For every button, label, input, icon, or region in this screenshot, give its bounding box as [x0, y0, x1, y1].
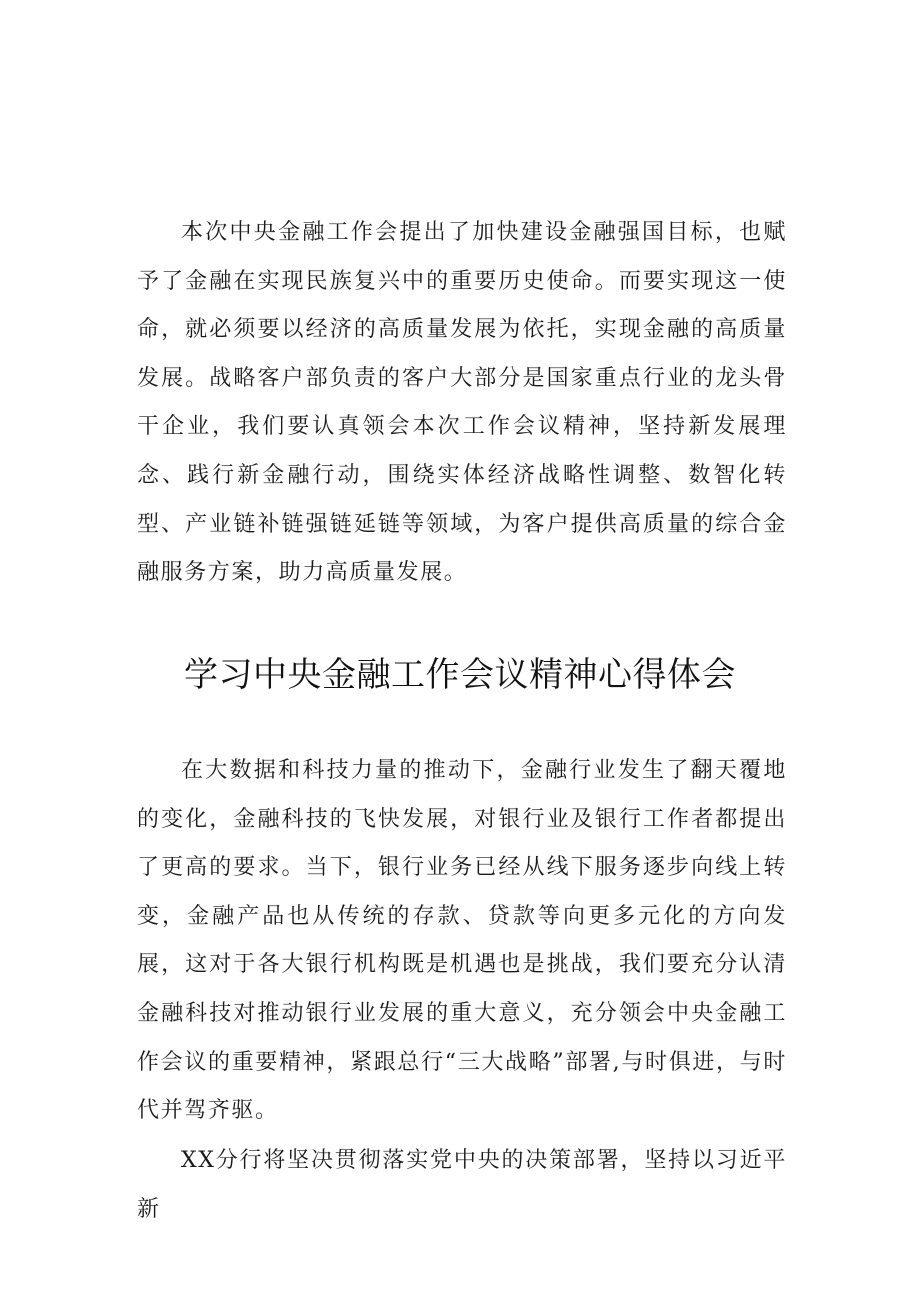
body-paragraph-1: 本次中央金融工作会提出了加快建设金融强国目标，也赋予了金融在实现民族复兴中的重要历史使命。而要实现这一使命，就必须要以经济的高质量发展为依托，实现金融的高质量发展。战略客户部负责的客户大部分是国家重点行业的龙头骨干企业，我们要认真领会本次工作会议精神，坚持新发展理念、践行新金融行动，围绕实体经济战略性调整、数智化转型、产业链补链强链延链等领域，为客户提供高质量的综合金融服务方案，助力高质量发展。: [137, 220, 787, 586]
section-heading: 学习中央金融工作会议精神心得体会: [184, 655, 736, 695]
body-paragraph-2: 在大数据和科技力量的推动下，金融行业发生了翻天覆地的变化，金融科技的飞快发展，对银行业及银行工作者都提出了更高的要求。当下，银行业务已经从线下服务逐步向线上转变，金融产品也从传统的存款、贷款等向更多元化的方向发展，这对于各大银行机构既是机遇也是挑战，我们要充分认清金融科技对推动银行业发展的重大意义，充分领会中央金融工作会议的重要精神，紧跟总行“三大战略”部署,与时俱进，与时代并驾齐驱。: [137, 758, 787, 1124]
body-paragraph-3: XX分行将坚决贯彻落实党中央的决策部署，坚持以习近平新: [137, 1148, 787, 1222]
